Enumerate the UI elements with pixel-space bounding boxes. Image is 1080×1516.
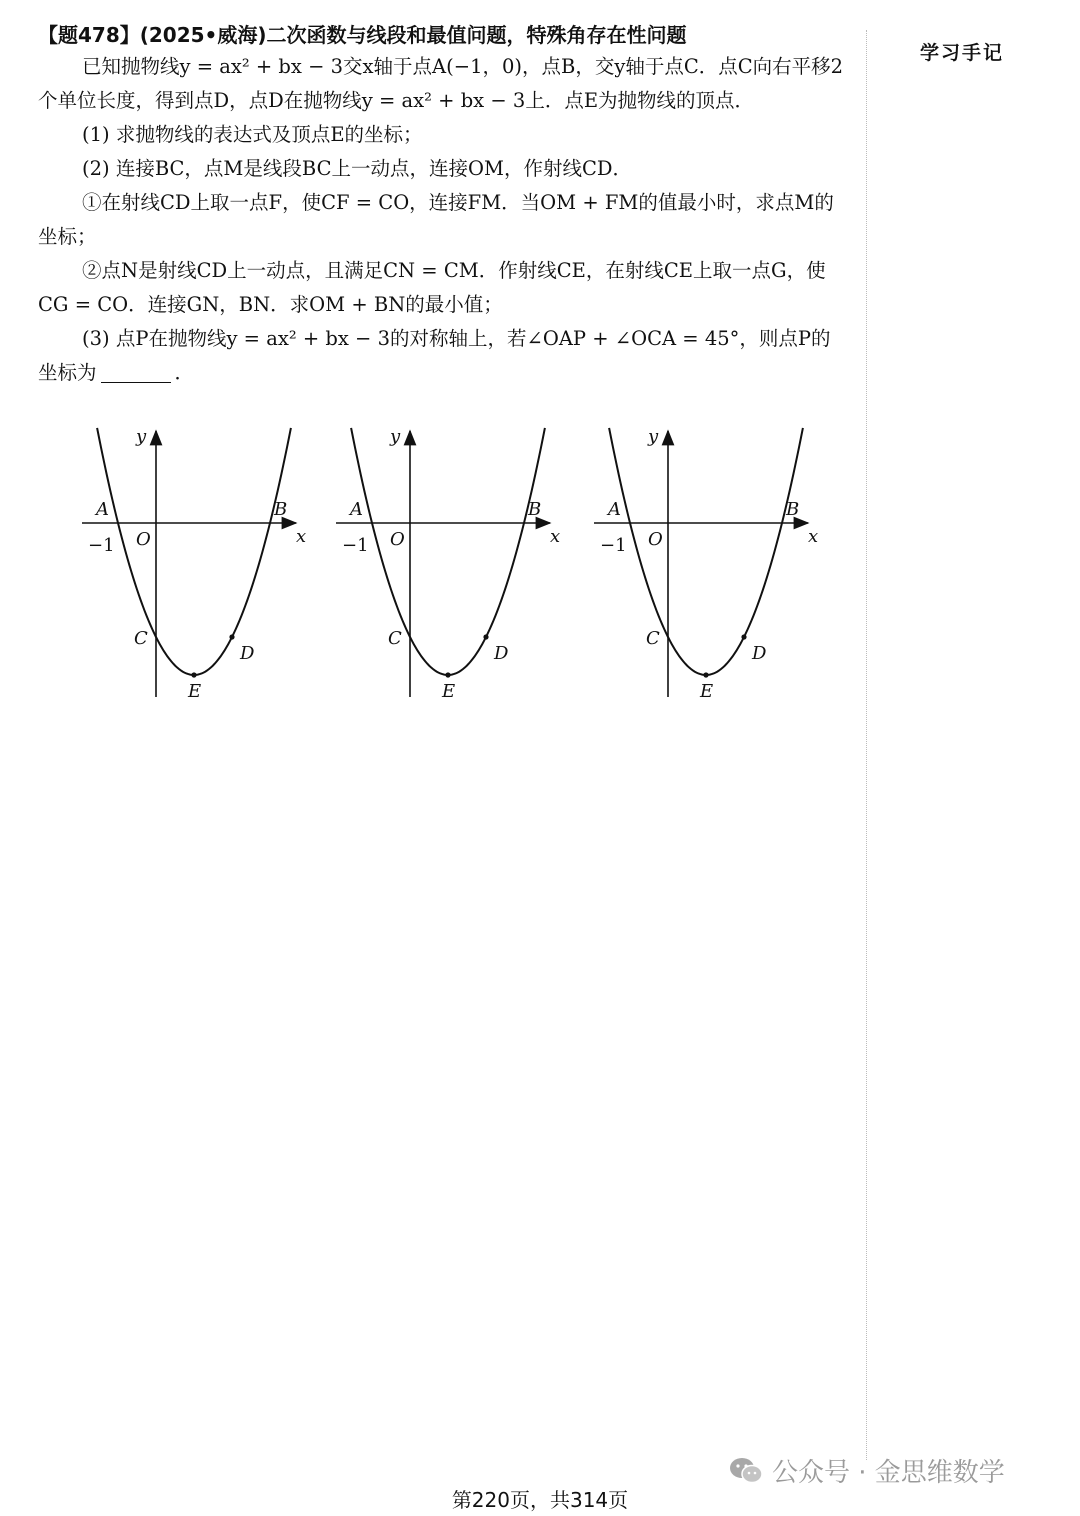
wechat-icon (728, 1456, 764, 1486)
column-divider (866, 30, 867, 1460)
origin-label: O (390, 529, 405, 550)
problem-body (38, 20, 848, 390)
problem-intro: 已知抛物线y = ax² + bx − 3交x轴于点A(−1，0)，点B，交y轴于点C．点C向右平移2个单位长度，得到点D，点D在抛物线y = ax² + bx − 3上．点E为抛物线的顶点． (38, 55, 844, 112)
parabola-curve (351, 428, 545, 675)
point-d-label: D (494, 643, 509, 664)
answer-blank[interactable] (101, 360, 171, 383)
question-3-text: (3) 点P在抛物线y = ax² + bx − 3的对称轴上，若∠OAP + ∠OCA = 45°，则点P的坐标为 (38, 327, 831, 384)
parabola-figure-2 (324, 425, 564, 705)
point-e-dot (191, 672, 196, 677)
point-c-label: C (646, 628, 660, 649)
parabola-figure-1 (70, 425, 310, 705)
point-d-dot (229, 634, 234, 639)
point-b-label: B (528, 499, 542, 520)
point-d-label: D (752, 643, 767, 664)
point-a-label: A (608, 499, 621, 520)
point-e-dot (703, 672, 708, 677)
x-axis-label: x (550, 526, 561, 547)
y-axis-label: y (648, 426, 659, 447)
question-2: (2) 连接BC，点M是线段BC上一动点，连接OM，作射线CD． (82, 157, 633, 180)
point-b-label: B (274, 499, 288, 520)
point-c-label: C (134, 628, 148, 649)
y-axis-label: y (136, 426, 147, 447)
minus-one-label: −1 (342, 535, 369, 556)
parabola-curve (97, 428, 291, 675)
point-e-label: E (442, 681, 456, 702)
point-d-dot (483, 634, 488, 639)
origin-label: O (648, 529, 663, 550)
minus-one-label: −1 (600, 535, 627, 556)
question-3 (38, 322, 848, 390)
parabola-figure-3 (582, 425, 822, 705)
question-3-end: ． (174, 361, 195, 384)
y-axis-label: y (390, 426, 401, 447)
point-c-label: C (388, 628, 402, 649)
problem-title: 【题478】(2025•威海)二次函数与线段和最值问题，特殊角存在性问题 (38, 23, 687, 47)
point-e-label: E (700, 681, 714, 702)
x-axis-label: x (296, 526, 307, 547)
point-b-label: B (786, 499, 800, 520)
question-2-part-2: ②点N是射线CD上一动点，且满足CN = CM．作射线CE，在射线CE上取一点G，使CG = CO．连接GN，BN．求OM + BN的最小值； (38, 259, 826, 316)
parabola-curve (609, 428, 803, 675)
question-1: (1) 求抛物线的表达式及顶点E的坐标； (82, 123, 423, 146)
watermark-text: 公众号 · 金思维数学 (772, 1458, 1005, 1488)
x-axis-label: x (808, 526, 819, 547)
minus-one-label: −1 (88, 535, 115, 556)
point-d-label: D (240, 643, 255, 664)
question-2-part-1: ①在射线CD上取一点F，使CF = CO，连接FM．当OM + FM的值最小时，求点M的坐标； (38, 191, 834, 248)
point-e-dot (445, 672, 450, 677)
point-e-label: E (188, 681, 202, 702)
point-d-dot (741, 634, 746, 639)
point-a-label: A (96, 499, 109, 520)
point-a-label: A (350, 499, 363, 520)
figures-row (70, 425, 850, 715)
notes-title: 学习手记 (920, 42, 1005, 64)
page-number: 第220页，共314页 (451, 1488, 629, 1512)
origin-label: O (136, 529, 151, 550)
